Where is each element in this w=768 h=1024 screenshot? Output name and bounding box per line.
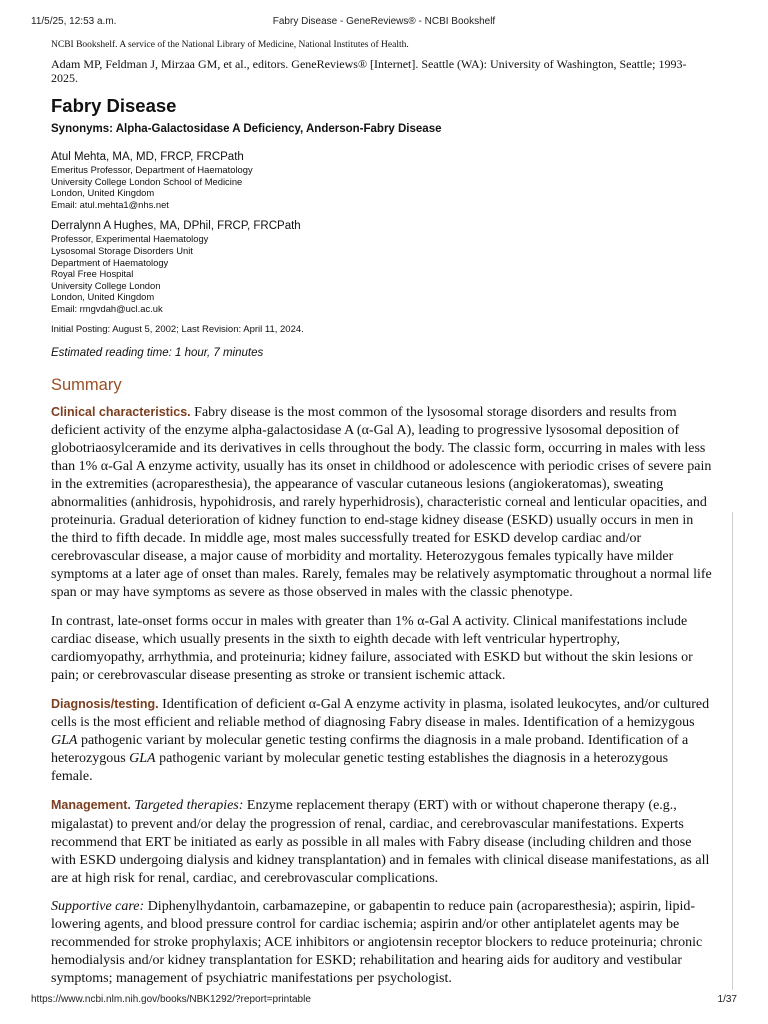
author-affiliation: London, United Kingdom xyxy=(51,187,155,199)
clinical-characteristics-label: Clinical characteristics. xyxy=(51,404,191,419)
management-paragraph xyxy=(51,796,712,887)
author-affiliation: Royal Free Hospital xyxy=(51,268,134,280)
supportive-care-text: Diphenylhydantoin, carbamazepine, or gabapentin to reduce pain (acroparesthesia); aspirin, lipid-lowering agents, and blood pressure control for cardiac ischemia; aspirin and/or other antiplatelet agents may be recommended for stroke prophylaxis; ACE inhibitors or angiotensin receptor blockers to reduce proteinuria; chronic hemodialysis and/or kidney transplantation for ESKD; rehabilitation and hearing aids for auditory and vestibular symptoms; management of psychiatric manifestations per psychologist. xyxy=(51,898,703,987)
gene-name: GLA xyxy=(129,751,156,767)
clinical-characteristics-paragraph xyxy=(51,403,712,603)
page-title: Fabry Disease xyxy=(51,95,177,116)
diagnosis-paragraph xyxy=(51,695,712,786)
author-affiliation: Department of Haematology xyxy=(51,256,169,268)
author-name: Atul Mehta, MA, MD, FRCP, FRCPath xyxy=(51,151,244,163)
diagnosis-text: Identification of deficient α-Gal A enzyme activity in plasma, isolated leukocytes, and/or cultured cells is the most efficient and reliable method of diagnosing Fabry disease in males. Identification of a hemizygous xyxy=(51,696,710,731)
supportive-care-paragraph xyxy=(51,898,712,988)
author-affiliation: University College London xyxy=(51,279,161,291)
supportive-care-label: Supportive care: xyxy=(51,898,145,914)
gene-name: GLA xyxy=(51,733,78,749)
posting-dates: Initial Posting: August 5, 2002; Last Revision: April 11, 2024. xyxy=(51,323,304,335)
print-page-title: Fabry Disease - GeneReviews® - NCBI Bookshelf xyxy=(272,16,496,27)
bookshelf-line: NCBI Bookshelf. A service of the National Library of Medicine, National Institutes of Health. xyxy=(51,40,409,50)
diagnosis-label: Diagnosis/testing. xyxy=(51,696,159,711)
author-email: Email: rmgvdah@ucl.ac.uk xyxy=(51,302,163,314)
author-block xyxy=(51,219,712,314)
print-page-number: 1/37 xyxy=(717,994,737,1005)
author-affiliation: Emeritus Professor, Department of Haematology xyxy=(51,164,253,175)
author-affiliation: University College London School of Medicine xyxy=(51,175,243,187)
citation: Adam MP, Feldman J, Mirzaa GM, et al., editors. GeneReviews® [Internet]. Seattle (WA): University of Washington, Seattle; 1993-2025. xyxy=(51,57,687,85)
author-email: Email: atul.mehta1@nhs.net xyxy=(51,198,169,210)
late-onset-paragraph: In contrast, late-onset forms occur in males with greater than 1% α-Gal A activity. Clinical manifestations include cardiac disease, which usually presents in the sixth to eighth decade with left ventricular hypertrophy, cardiomyopathy, arrhythmia, and proteinuria; kidney failure, associated with ESKD but without the skin lesions or pain; or cerebrovascular disease presenting as stroke or transient ischemic attack. xyxy=(51,613,693,683)
print-url: https://www.ncbi.nlm.nih.gov/books/NBK1292/?report=printable xyxy=(31,994,311,1005)
author-affiliation: London, United Kingdom xyxy=(51,291,155,303)
author-affiliation: Lysosomal Storage Disorders Unit xyxy=(51,244,193,256)
author-name: Derralynn A Hughes, MA, DPhil, FRCP, FRCPath xyxy=(51,220,301,233)
clinical-characteristics-text: Fabry disease is the most common of the lysosomal storage disorders and results from deficient activity of the enzyme alpha-galactosidase A (α-Gal A), leading to progressive lysosomal deposition of globotriaosylceramide and its derivatives in cells throughout the body. The classic form, occurring in males with less than 1% α-Gal A enzyme activity, usually has its onset in childhood or adolescence with periodic crises of severe pain in the extremities (acroparesthesia), the appearance of vascular cutaneous lesions (angiokeratomas), sweating abnormalities (anhidrosis, hypohidrosis, and rarely hyperhidrosis), characteristic corneal and lenticular opacities, and proteinuria. Gradual deterioration of kidney function to end-stage kidney disease (ESKD) usually occurs in men in the third to fifth decade. In middle age, most males successfully treated for ESKD develop cardiac and/or cerebrovascular disease, a major cause of morbidity and mortality. Heterozygous females typically have milder symptoms at a later age of onset than males. Rarely, females may be relatively asymptomatic throughout a normal life span or may have symptoms as severe as those observed in males with the classic phenotype. xyxy=(51,404,712,601)
print-header xyxy=(31,16,737,27)
management-label: Management. xyxy=(51,798,131,813)
print-datetime: 11/5/25, 12:53 a.m. xyxy=(31,16,117,27)
targeted-therapies-label: Targeted therapies: xyxy=(134,798,244,814)
reading-time: Estimated reading time: 1 hour, 7 minutes xyxy=(51,346,264,359)
targeted-therapies-text: Enzyme replacement therapy (ERT) with or without chaperone therapy (e.g., migalastat) to prevent and/or delay the progression of renal, cardiac, and cerebrovascular manifestations. Experts recommend that ERT be initiated as early as possible in all males with Fabry disease (including children and those with ESKD undergoing dialysis and kidney transplantation) and in females with clinical disease manifestations, as all are at high risk for renal, cardiac, and cerebrovascular complications. xyxy=(51,798,710,886)
diagnosis-text: pathogenic variant by molecular genetic testing confirms the diagnosis in a male proband. Identification of a heterozygous xyxy=(51,733,689,767)
summary-heading: Summary xyxy=(51,375,122,394)
print-footer xyxy=(31,994,737,1005)
diagnosis-text: pathogenic variant by molecular genetic testing establishes the diagnosis in a heterozygous female. xyxy=(51,751,669,785)
synonyms: Synonyms: Alpha-Galactosidase A Deficiency, Anderson-Fabry Disease xyxy=(51,123,442,135)
author-affiliation: Professor, Experimental Haematology xyxy=(51,233,209,245)
scrollbar-track xyxy=(732,512,733,990)
author-block xyxy=(51,150,712,210)
document-body xyxy=(51,40,712,998)
